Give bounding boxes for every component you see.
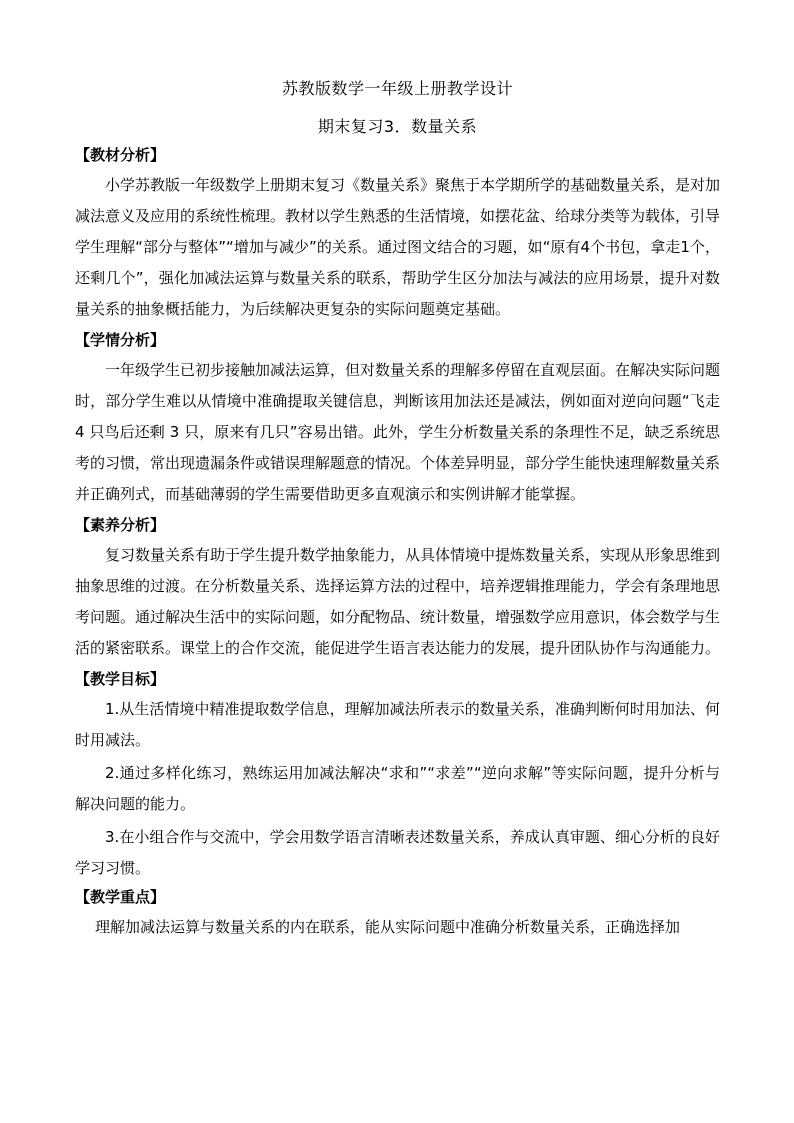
section-heading-students: 【学情分析】 [75, 331, 166, 349]
goal-item-3: 3.在小组合作与交流中，学会用数学语言清晰表述数量关系，养成认真审题、细心分析的良好学习习惯。 [75, 828, 720, 877]
goal-item-1: 1.从生活情境中精准提取数学信息，理解加减法所表示的数量关系，准确判断何时用加法、何时用减法。 [75, 700, 720, 749]
goal-item-2: 2.通过多样化练习，熟练运用加减法解决“求和”“求差”“逆向求解”等实际问题，提升分析与解决问题的能力。 [75, 764, 720, 813]
document-subtitle: 期末复习3．数量关系 [317, 117, 478, 136]
section-students [75, 329, 720, 510]
section-text-literacy: 复习数量关系有助于学生提升数学抽象能力，从具体情境中提炼数量关系，实现从形象思维到抽象思维的过渡。在分析数量关系、选择运算方法的过程中，培养逻辑推理能力，学会有条理地思考问题。通过解决生活中的实际问题，如分配物品、统计数量，增强数学应用意识，体会数学与生活的紧密联系。课堂上的合作交流，能促进学生语言表达能力的发展，提升团队协作与沟通能力。 [75, 546, 721, 657]
section-key-points [75, 886, 720, 943]
document-page [75, 78, 720, 943]
section-goals [75, 668, 720, 884]
document-title: 苏教版数学一年级上册教学设计 [281, 79, 513, 98]
section-heading-materials: 【教材分析】 [75, 146, 166, 164]
section-heading-literacy: 【素养分析】 [75, 516, 166, 534]
section-heading-goals: 【教学目标】 [75, 670, 166, 688]
section-heading-key-points: 【教学重点】 [75, 888, 166, 906]
section-materials [75, 144, 720, 325]
section-text-materials: 小学苏教版一年级数学上册期末复习《数量关系》聚焦于本学期所学的基础数量关系，是对加减法意义及应用的系统性梳理。教材以学生熟悉的生活情境，如摆花盆、给球分类等为载体，引导学生理解“部分与整体”“增加与减少”的关系。通过图文结合的习题，如“原有4个书包，拿走1个，还剩几个”，强化加减法运算与数量关系的联系，帮助学生区分加法与减法的应用场景，提升对数量关系的抽象概括能力，为后续解决更复杂的实际问题奠定基础。 [75, 176, 721, 318]
section-text-students: 一年级学生已初步接触加减法运算，但对数量关系的理解多停留在直观层面。在解决实际问题时，部分学生难以从情境中准确提取关键信息，判断该用加法还是减法，例如面对逆向问题“飞走 4 只鸟后还剩 3 只，原来有几只”容易出错。此外，学生分析数量关系的条理性不足，缺乏系统思考的习惯，常出现遗漏条件或错误理解题意的情况。个体差异明显，部分学生能快速理解数量关系并正确列式，而基础薄弱的学生需要借助更多直观演示和实例讲解才能掌握。 [75, 361, 721, 503]
section-text-key-points: 理解加减法运算与数量关系的内在联系，能从实际问题中准确分析数量关系，正确选择加 [95, 918, 681, 936]
section-literacy [75, 514, 720, 664]
